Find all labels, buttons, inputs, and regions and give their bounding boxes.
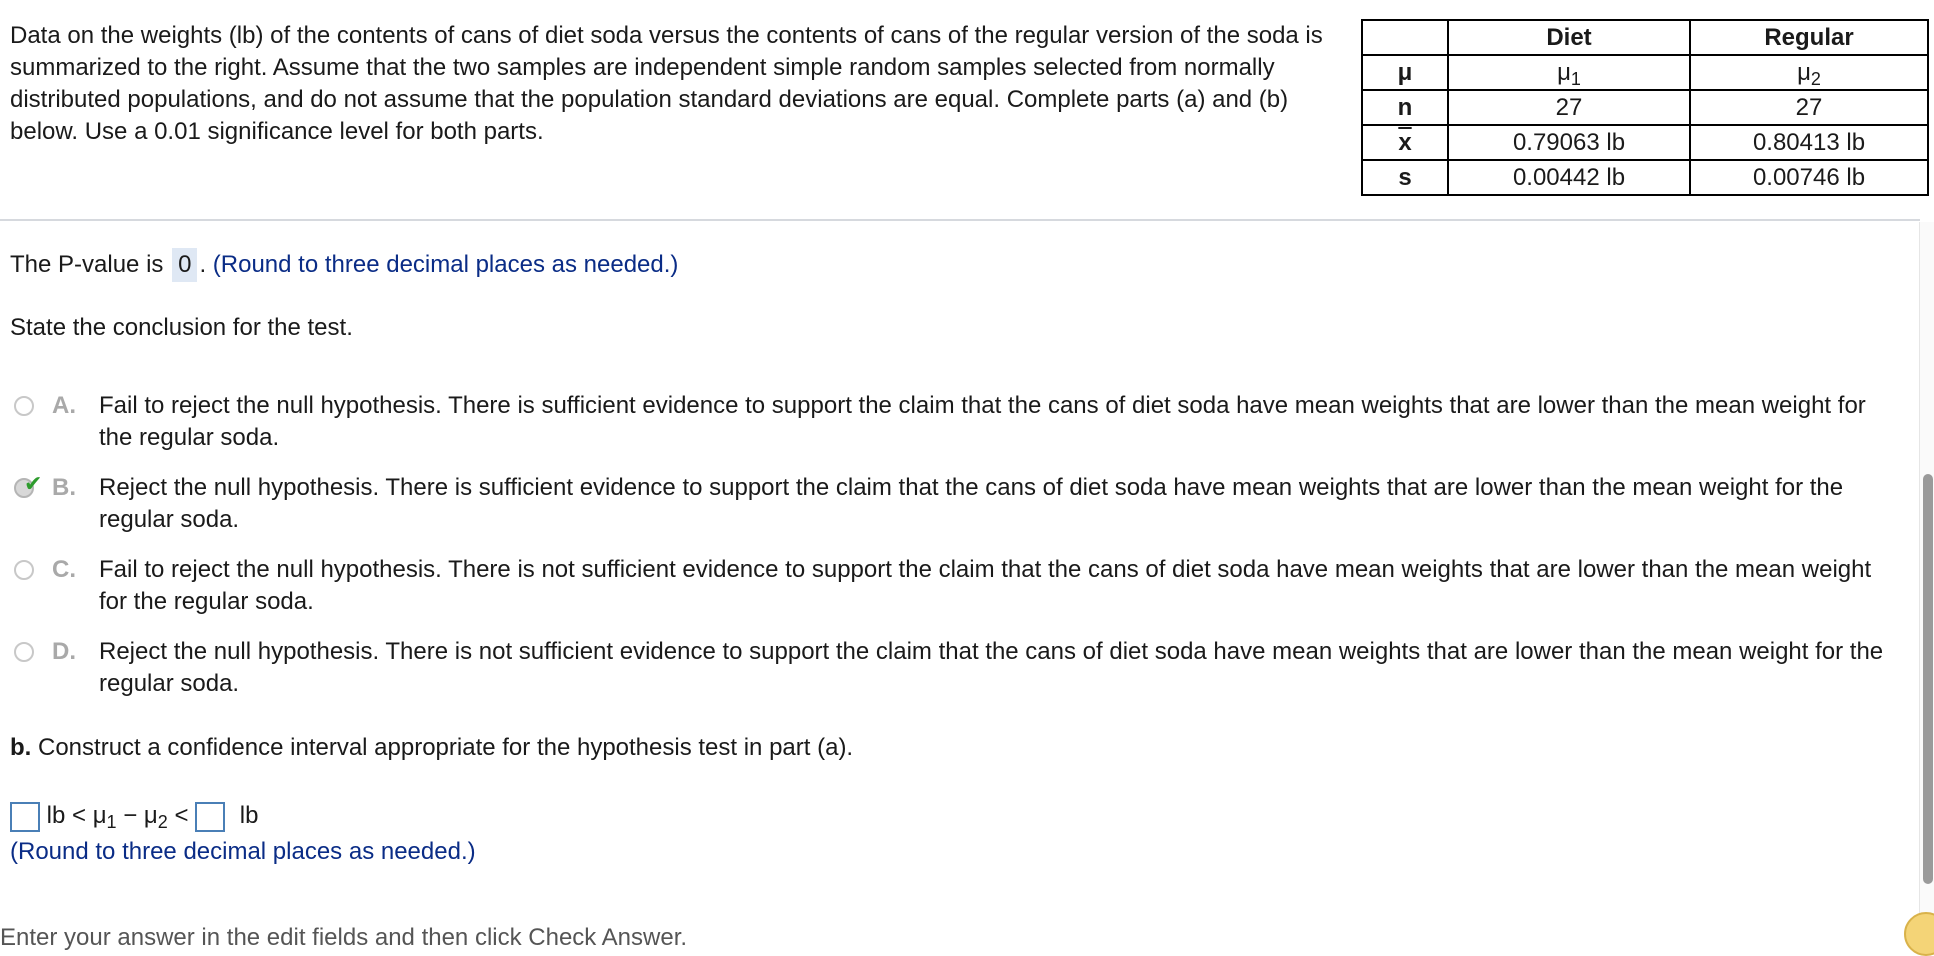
table-header-regular: Regular: [1690, 20, 1928, 55]
option-d-radio[interactable]: [14, 642, 34, 662]
summary-table: [1361, 19, 1929, 196]
scrollbar-thumb[interactable]: [1923, 474, 1933, 884]
row-label-n: n: [1362, 90, 1448, 125]
confidence-interval-row: [10, 798, 258, 834]
table-row-n: [1362, 90, 1928, 125]
table-row-s: [1362, 160, 1928, 195]
section-divider: [0, 219, 1920, 221]
option-b-letter: B.: [52, 474, 76, 501]
ci-upper-input[interactable]: [195, 802, 225, 832]
table-row-mu: [1362, 55, 1928, 90]
ci-unit-left: lb: [46, 802, 66, 829]
option-d-letter: D.: [52, 638, 76, 665]
table-row-xbar: [1362, 125, 1928, 160]
cell-regular-s: 0.00746 lb: [1690, 160, 1928, 195]
row-label-mu: μ: [1362, 55, 1448, 90]
table-header-row: [1362, 20, 1928, 55]
conclusion-prompt: State the conclusion for the test.: [10, 314, 353, 341]
cell-regular-xbar: 0.80413 lb: [1690, 125, 1928, 160]
row-label-xbar: $\overline{x}$: [1362, 125, 1448, 160]
part-b-prompt: [10, 734, 853, 762]
ci-lower-input[interactable]: [10, 802, 40, 832]
ci-hint: (Round to three decimal places as needed.): [10, 838, 476, 865]
cell-regular-mu: $\mu_2$: [1690, 55, 1928, 90]
ci-lt-left: <: [72, 802, 87, 829]
pvalue-answer[interactable]: 0: [172, 248, 197, 282]
pvalue-suffix: .: [199, 251, 207, 278]
part-b-label: b.: [10, 734, 32, 761]
pvalue-hint: (Round to three decimal places as needed.): [212, 251, 679, 278]
checkmark-icon: ✔: [24, 471, 43, 496]
option-c-letter: C.: [52, 556, 76, 583]
cell-diet-n: 27: [1448, 90, 1690, 125]
cell-diet-s: 0.00442 lb: [1448, 160, 1690, 195]
option-c-radio[interactable]: [14, 560, 34, 580]
pvalue-line: [10, 248, 678, 282]
ci-lt-right: <: [174, 802, 189, 829]
ci-mu2: μ: [143, 802, 158, 829]
footer-instruction: Enter your answer in the edit fields and then click Check Answer.: [0, 924, 688, 951]
table-header-blank: [1362, 20, 1448, 55]
cell-diet-xbar: 0.79063 lb: [1448, 125, 1690, 160]
ci-unit-right: lb: [239, 802, 259, 829]
option-d-text[interactable]: Reject the null hypothesis. There is not sufficient evidence to support the claim that the cans of diet soda have mean weights that are lower than the mean weight for the regular soda.: [99, 638, 1884, 697]
cell-diet-mu: $\mu_1$: [1448, 55, 1690, 90]
ci-mu2-sub: 2: [157, 812, 168, 832]
ci-mu1: μ: [92, 802, 107, 829]
cell-regular-n: 27: [1690, 90, 1928, 125]
help-icon[interactable]: [1904, 912, 1934, 956]
row-label-s: s: [1362, 160, 1448, 195]
problem-intro: Data on the weights (lb) of the contents of cans of diet soda versus the contents of cans of the regular version of the soda is summarized to the right. Assume that the two samples are independent simple random samples selected from normally distributed populations, and do not assume that the population standard deviations are equal. Complete parts (a) and (b) below. Use a 0.01 significance level for both parts.: [10, 22, 1323, 145]
table-header-diet: Diet: [1448, 20, 1690, 55]
option-a-text[interactable]: Fail to reject the null hypothesis. There is sufficient evidence to support the claim that the cans of diet soda have mean weights that are lower than the mean weight for the regular soda.: [99, 392, 1866, 451]
pvalue-prefix: The P-value is: [10, 251, 164, 278]
part-b-text: Construct a confidence interval appropriate for the hypothesis test in part (a).: [38, 734, 854, 761]
option-a-letter: A.: [52, 392, 76, 419]
ci-mu1-sub: 1: [106, 812, 117, 832]
option-b-text[interactable]: Reject the null hypothesis. There is sufficient evidence to support the claim that the cans of diet soda have mean weights that are lower than the mean weight for the regular soda.: [99, 474, 1844, 533]
ci-minus: −: [123, 802, 138, 829]
option-c-text[interactable]: Fail to reject the null hypothesis. There is not sufficient evidence to support the claim that the cans of diet soda have mean weights that are lower than the mean weight for the regular soda.: [99, 556, 1872, 615]
option-a-radio[interactable]: [14, 396, 34, 416]
